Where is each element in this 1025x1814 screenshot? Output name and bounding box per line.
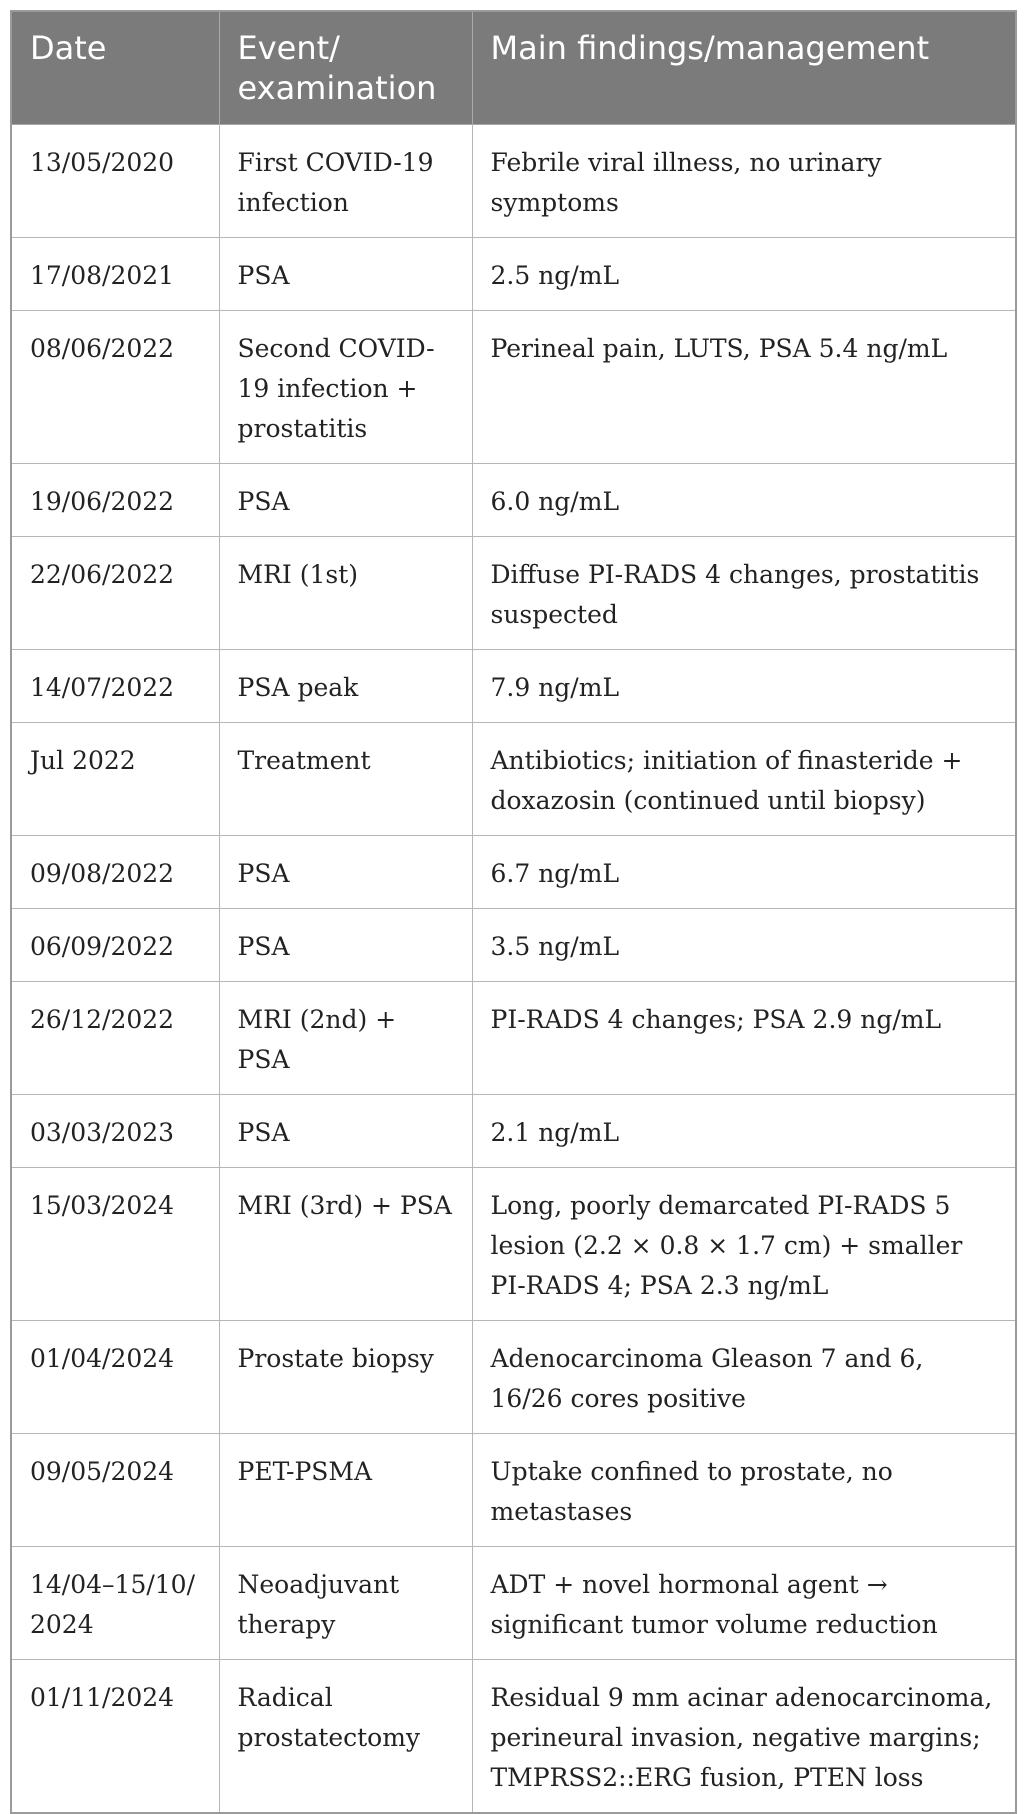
- table-row: [11, 125, 1016, 238]
- timeline-table-container: [10, 10, 1015, 1814]
- table-row: [11, 464, 1016, 537]
- cell-findings: Perineal pain, LUTS, PSA 5.4 ng/mL: [472, 311, 1016, 464]
- table-row: [11, 836, 1016, 909]
- table-row: [11, 723, 1016, 836]
- cell-event: Radical prostatectomy: [219, 1660, 472, 1814]
- cell-event: PSA: [219, 909, 472, 982]
- header-findings: Main findings/management: [472, 11, 1016, 125]
- table-row: [11, 909, 1016, 982]
- cell-findings: Febrile viral illness, no urinary symptoms: [472, 125, 1016, 238]
- cell-event: PSA: [219, 836, 472, 909]
- cell-event: Prostate biopsy: [219, 1321, 472, 1434]
- cell-findings: Long, poorly demarcated PI-RADS 5 lesion (2.2 × 0.8 × 1.7 cm) + smaller PI-RADS 4; PSA 2.3 ng/mL: [472, 1168, 1016, 1321]
- cell-findings: 3.5 ng/mL: [472, 909, 1016, 982]
- cell-findings: Adenocarcinoma Gleason 7 and 6, 16/26 cores positive: [472, 1321, 1016, 1434]
- cell-event: MRI (3rd) + PSA: [219, 1168, 472, 1321]
- header-event: Event/ examination: [219, 11, 472, 125]
- cell-event: PSA: [219, 464, 472, 537]
- table-row: [11, 311, 1016, 464]
- cell-date: 03/03/2023: [11, 1095, 219, 1168]
- cell-date: 22/06/2022: [11, 537, 219, 650]
- table-header: [11, 11, 1016, 125]
- clinical-timeline-table: [10, 10, 1017, 1814]
- cell-date: 01/04/2024: [11, 1321, 219, 1434]
- cell-findings: Uptake confined to prostate, no metastases: [472, 1434, 1016, 1547]
- cell-date: Jul 2022: [11, 723, 219, 836]
- cell-date: 14/07/2022: [11, 650, 219, 723]
- table-body: [11, 125, 1016, 1814]
- cell-findings: 2.1 ng/mL: [472, 1095, 1016, 1168]
- cell-event: Treatment: [219, 723, 472, 836]
- cell-findings: PI-RADS 4 changes; PSA 2.9 ng/mL: [472, 982, 1016, 1095]
- table-row: [11, 1168, 1016, 1321]
- cell-event: PSA peak: [219, 650, 472, 723]
- cell-date: 15/03/2024: [11, 1168, 219, 1321]
- cell-date: 17/08/2021: [11, 238, 219, 311]
- cell-findings: 7.9 ng/mL: [472, 650, 1016, 723]
- header-date: Date: [11, 11, 219, 125]
- cell-date: 08/06/2022: [11, 311, 219, 464]
- cell-event: Second COVID-19 infection + prostatitis: [219, 311, 472, 464]
- cell-findings: 2.5 ng/mL: [472, 238, 1016, 311]
- cell-findings: ADT + novel hormonal agent → significant tumor volume reduction: [472, 1547, 1016, 1660]
- cell-event: MRI (1st): [219, 537, 472, 650]
- cell-findings: Residual 9 mm acinar adenocarcinoma, perineural invasion, negative margins; TMPRSS2::ERG fusion, PTEN loss: [472, 1660, 1016, 1814]
- cell-date: 01/11/2024: [11, 1660, 219, 1814]
- table-row: [11, 982, 1016, 1095]
- cell-event: First COVID-19 infection: [219, 125, 472, 238]
- cell-date: 26/12/2022: [11, 982, 219, 1095]
- table-row: [11, 537, 1016, 650]
- table-row: [11, 1660, 1016, 1814]
- header-row: [11, 11, 1016, 125]
- cell-date: 14/04–15/10/ 2024: [11, 1547, 219, 1660]
- cell-date: 13/05/2020: [11, 125, 219, 238]
- cell-event: Neoadjuvant therapy: [219, 1547, 472, 1660]
- cell-date: 06/09/2022: [11, 909, 219, 982]
- cell-date: 09/08/2022: [11, 836, 219, 909]
- table-row: [11, 1321, 1016, 1434]
- cell-event: PET-PSMA: [219, 1434, 472, 1547]
- table-row: [11, 1095, 1016, 1168]
- table-row: [11, 1434, 1016, 1547]
- cell-findings: Antibiotics; initiation of finasteride + doxazosin (continued until biopsy): [472, 723, 1016, 836]
- cell-event: PSA: [219, 238, 472, 311]
- cell-event: PSA: [219, 1095, 472, 1168]
- table-row: [11, 650, 1016, 723]
- cell-findings: 6.7 ng/mL: [472, 836, 1016, 909]
- cell-date: 19/06/2022: [11, 464, 219, 537]
- cell-findings: Diffuse PI-RADS 4 changes, prostatitis suspected: [472, 537, 1016, 650]
- cell-event: MRI (2nd) + PSA: [219, 982, 472, 1095]
- table-row: [11, 1547, 1016, 1660]
- cell-date: 09/05/2024: [11, 1434, 219, 1547]
- cell-findings: 6.0 ng/mL: [472, 464, 1016, 537]
- table-row: [11, 238, 1016, 311]
